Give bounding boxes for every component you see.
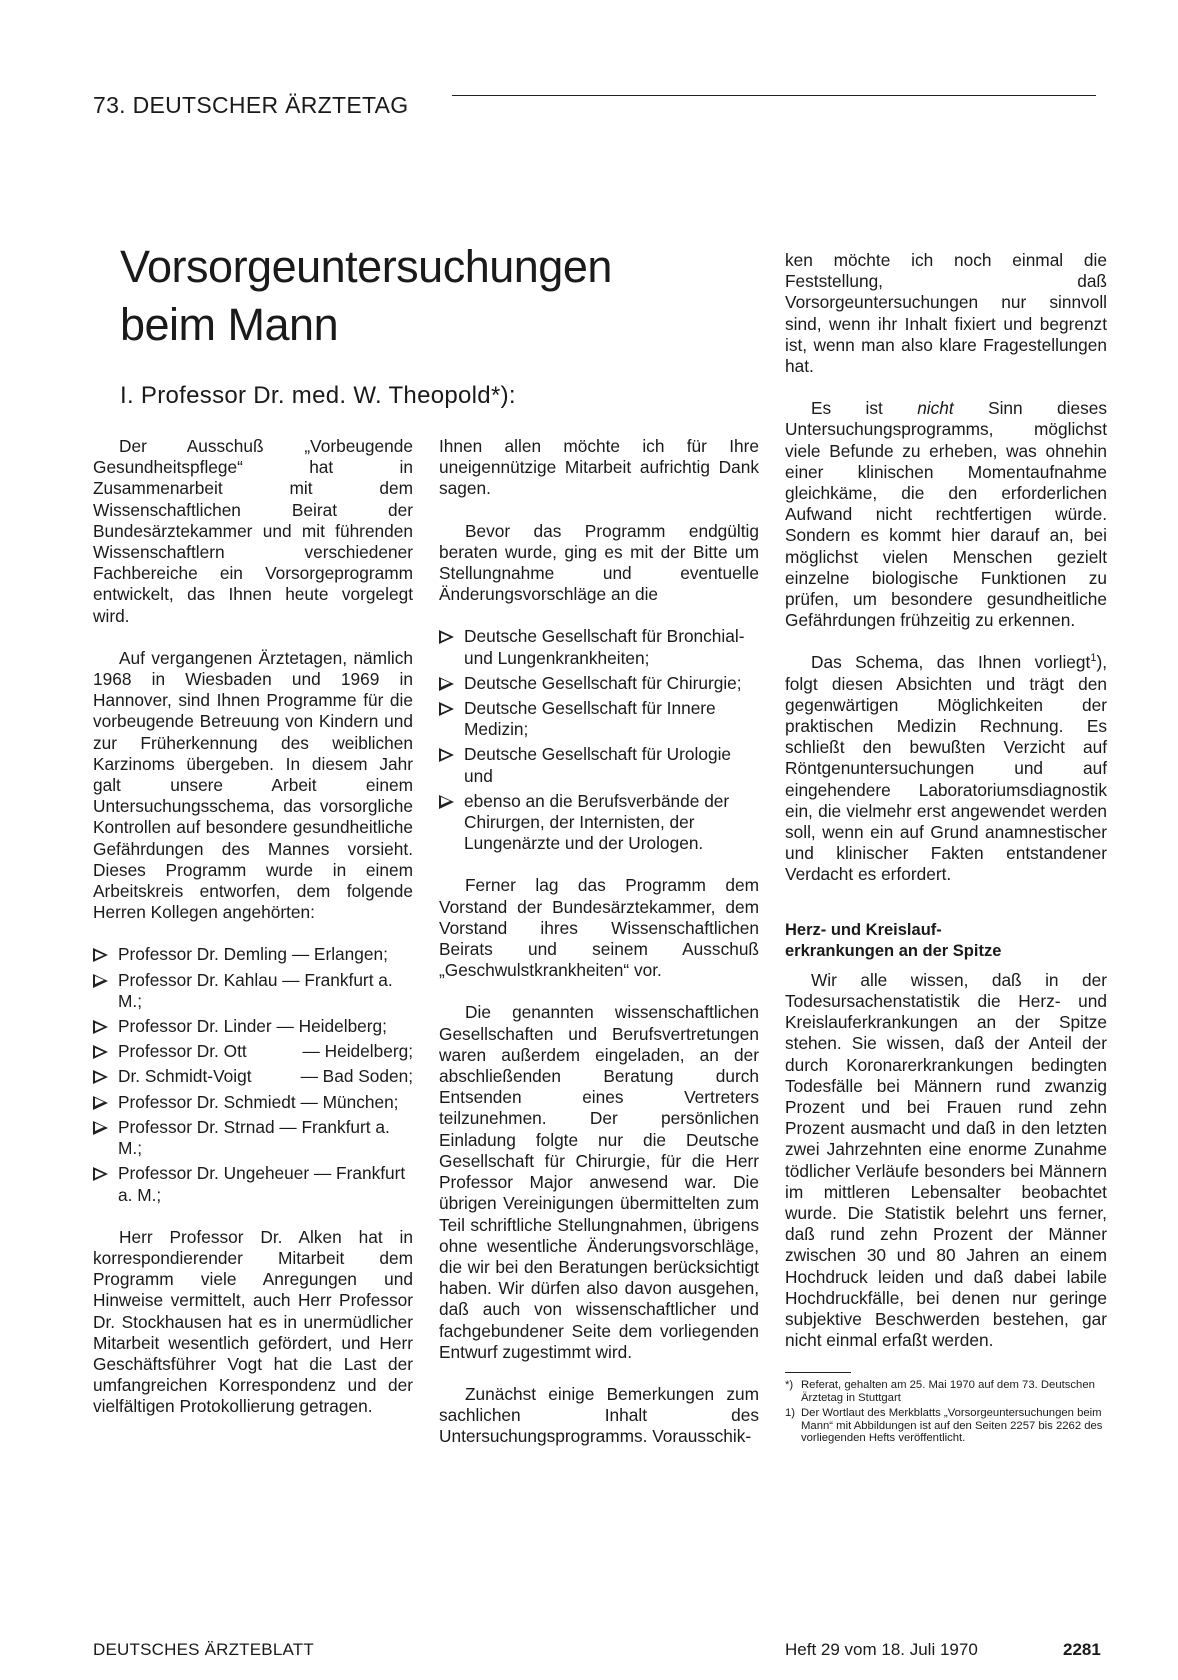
paragraph: Zunächst einige Bemerkungen zum sachlichen Inhalt des Untersuchungsprogramms. Vorausschik- [439, 1383, 759, 1447]
paragraph: Der Ausschuß „Vorbeugende Gesundheitspflege“ hat in Zusammenarbeit mit dem Wissenschaftlichen Beirat der Bundesärztekammer und mit führenden Wissenschaftlern verschiedener Fachbereiche ein Vorsorgeprogramm entwickelt, das Ihnen heute vorgelegt wird. [93, 436, 413, 626]
society-name: ebenso an die Berufsverbände der Chirurgen, der Internisten, der Lungenärzte und der Urologen. [464, 790, 730, 854]
triangle-bullet-icon [439, 677, 454, 691]
triangle-bullet-icon [93, 1096, 108, 1110]
society-name: Deutsche Gesellschaft für Innere Medizin; [464, 698, 716, 740]
triangle-bullet-icon [439, 748, 454, 762]
paragraph: Wir alle wissen, daß in der Todesursachenstatistik die Herz- und Kreislauferkrankungen an der Spitze stehen. Sie wissen, daß der Anteil der durch Koronarerkrankungen bedingten Todesfälle bei Männern rund zwanzig Prozent und bei Frauen rund zehn Prozent ausmacht und daß in den letzten zwei Jahrzehnten eine enorme Zunahme tödlicher Verläufe besonders bei Männern im mittleren Lebensalter beobachtet wurde. Die Statistik belehrt uns ferner, daß rund zehn Prozent der Männer zwischen 30 und 80 Jahren an einem Hochdruck leiden und daß dabei labile Hochdruckfälle, bei denen nur geringe subjektive Beschwerden bestehen, gar nicht einmal erfaßt werden. [785, 969, 1107, 1351]
triangle-bullet-icon [93, 1167, 108, 1181]
title-line-2: beim Mann [120, 299, 339, 350]
triangle-bullet-icon [93, 948, 108, 962]
article-title [120, 238, 720, 354]
member-name: Professor Dr. Demling [118, 944, 288, 965]
footnote-ref: 1 [1090, 652, 1097, 665]
society-name: Deutsche Gesellschaft für Chirurgie; [464, 672, 742, 693]
paragraph: Auf vergangenen Ärztetagen, nämlich 1968 in Wiesbaden und 1969 in Hannover, sind Ihnen Programme für die vorbeugende Betreuung von Kindern und zur Früherkennung des weiblichen Karzinoms übergeben. In diesem Jahr galt unsere Arbeit einem Untersuchungsschema, das vorsorgliche Kontrollen auf besondere gesundheitliche Gefährdungen des Mannes vorsieht. Dieses Programm wurde in einem Arbeitskreis entworfen, dem folgende Herren Kollegen angehörten: [93, 647, 413, 923]
member-place: — Erlangen; [291, 944, 388, 965]
list-item [439, 791, 759, 855]
triangle-bullet-icon [439, 630, 454, 644]
footnote: *) Referat, gehalten am 25. Mai 1970 auf dem 73. Deutschen Ärztetag in Stuttgart [785, 1379, 1095, 1404]
paragraph: Das Schema, das Ihnen vorliegt$^1$), folgt diesen Absichten und trägt den gegenwärtigen Möglichkeiten der praktischen Medizin Rechnung. Es schließt den bewußten Verzicht auf Röntgenuntersuchungen und auf eingehendere Laboratoriumsdiagnostik ein, die vielmehr erst angewendet werden soll, wenn ein auf Grund anamnestischer und klinischer Fakten entstandener Verdacht es erfordert. [785, 652, 1107, 885]
list-item [93, 944, 413, 965]
list-item [439, 626, 759, 668]
triangle-bullet-icon [439, 702, 454, 716]
paragraph: Es ist nicht Sinn dieses Untersuchungsprogramms, möglichst viele Befunde zu erheben, was ohnehin einer klinischen Momentaufnahme gleichkäme, die den erforderlichen Aufwand nicht rechtfertigen würde. Sondern es kommt hier darauf an, bei möglichst vielen Menschen gezielt einzelne biologische Funktionen zu prüfen, um besondere gesundheitliche Gefährdungen frühzeitig zu erkennen. [785, 398, 1107, 631]
list-item [439, 698, 759, 740]
member-name: Professor Dr. Strnad [118, 1116, 275, 1137]
paragraph: Die genannten wissenschaftlichen Gesellschaften und Berufsvertretungen waren außerdem eingeladen, an der abschließenden Beratung durch Entsenden eines Vertreters teilzunehmen. Der persönlichen Einladung folgte nur die Deutsche Gesellschaft für Chirurgie, für die Herr Professor Major anwesend war. Die übrigen Vereinigungen übermittelten zum Teil schriftliche Stellungnahmen, übrigens ohne wesentliche Änderungsvorschläge, die wir bei den Beratungen berücksichtigt haben. Wir dürfen also davon ausgehen, daß auch von wissenschaftlicher und fachgebundener Seite dem vorliegenden Entwurf zugestimmt wird. [439, 1002, 759, 1362]
list-item [93, 1066, 413, 1087]
member-place: — Heidelberg; [302, 1041, 413, 1062]
society-name: Deutsche Gesellschaft für Bronchial- und Lungenkrankheiten; [464, 626, 745, 668]
member-place: — Frankfurt a. M.; [118, 969, 393, 1011]
member-name: Professor Dr. Ott [118, 1041, 247, 1062]
footnote: 1) Der Wortlaut des Merkblatts „Vorsorgeuntersuchungen beim Mann“ mit Abbildungen ist auf den Seiten 2257 bis 2262 des vorliegenden Hefts veröffentlicht. [785, 1407, 1103, 1445]
subheading: Herz- und Kreislauf- erkrankungen an der Spitze [785, 920, 1002, 960]
journal-name: DEUTSCHES ÄRZTEBLATT [93, 1640, 314, 1659]
author-line: I. Professor Dr. med. W. Theopold*): [120, 382, 516, 409]
title-line-1: Vorsorgeuntersuchungen [120, 241, 612, 292]
members-list [93, 944, 413, 1205]
member-place: — München; [300, 1091, 399, 1112]
list-item [439, 673, 759, 694]
paragraph: Bevor das Programm endgültig beraten wurde, ging es mit der Bitte um Stellungnahme und eventuelle Änderungsvorschläge an die [439, 520, 759, 605]
list-item [93, 1016, 413, 1037]
member-place: — Heidelberg; [276, 1016, 387, 1037]
triangle-bullet-icon [93, 974, 108, 988]
emphasis: nicht [917, 398, 954, 419]
list-item [439, 744, 759, 786]
member-name: Dr. Schmidt-Voigt [118, 1066, 252, 1087]
page-number: 2281 [1063, 1640, 1101, 1659]
paragraph: Ferner lag das Programm dem Vorstand der Bundesärztekammer, dem Vorstand ihres Wissenschaftlichen Beirats und seinem Ausschuß „Geschwulstkrankheiten“ vor. [439, 875, 759, 981]
member-place: — Frankfurt a. M.; [118, 1163, 406, 1205]
member-place: — Frankfurt a. M.; [118, 1116, 390, 1159]
member-name: Professor Dr. Ungeheuer [118, 1163, 310, 1184]
paragraph: ken möchte ich noch einmal die Feststellung, daß Vorsorgeuntersuchungen nur sinnvoll sind, wenn ihr Inhalt fixiert und begrenzt ist, wenn man also klare Fragestellungen hat. [785, 250, 1107, 377]
column-2 [439, 436, 759, 1469]
list-item [93, 1041, 413, 1062]
member-place: — Bad Soden; [300, 1066, 413, 1087]
societies-list [439, 626, 759, 854]
list-item [93, 1092, 413, 1113]
header-rule [452, 95, 1096, 96]
paragraph: Herr Professor Dr. Alken hat in korrespondierender Mitarbeit dem Programm viele Anregungen und Hinweise vermittelt, auch Herr Professor Dr. Stockhausen hat es in unermüdlicher Mitarbeit wesentlich gefördert, und Herr Geschäftsführer Vogt hat die Last der umfangreichen Korrespondenz und der vielfältigen Protokollierung getragen. [93, 1226, 413, 1417]
society-name: Deutsche Gesellschaft für Urologie und [464, 744, 732, 786]
triangle-bullet-icon [93, 1070, 108, 1084]
column-3 [785, 250, 1107, 1448]
triangle-bullet-icon [93, 1045, 108, 1059]
triangle-bullet-icon [93, 1121, 108, 1135]
list-item [93, 1163, 413, 1205]
list-item [93, 970, 413, 1012]
section-header: 73. DEUTSCHER ÄRZTETAG [93, 92, 409, 118]
column-1 [93, 436, 413, 1439]
triangle-bullet-icon [93, 1020, 108, 1034]
paragraph: Ihnen allen möchte ich für Ihre uneigennützige Mitarbeit aufrichtig Dank sagen. [439, 436, 759, 499]
member-name: Professor Dr. Schmiedt [118, 1091, 296, 1112]
list-item [93, 1117, 413, 1159]
triangle-bullet-icon [439, 795, 454, 809]
member-name: Professor Dr. Linder [118, 1016, 272, 1037]
member-name: Professor Dr. Kahlau [118, 969, 278, 990]
issue-info: Heft 29 vom 18. Juli 1970 [785, 1640, 978, 1659]
footnote-rule [785, 1372, 851, 1373]
